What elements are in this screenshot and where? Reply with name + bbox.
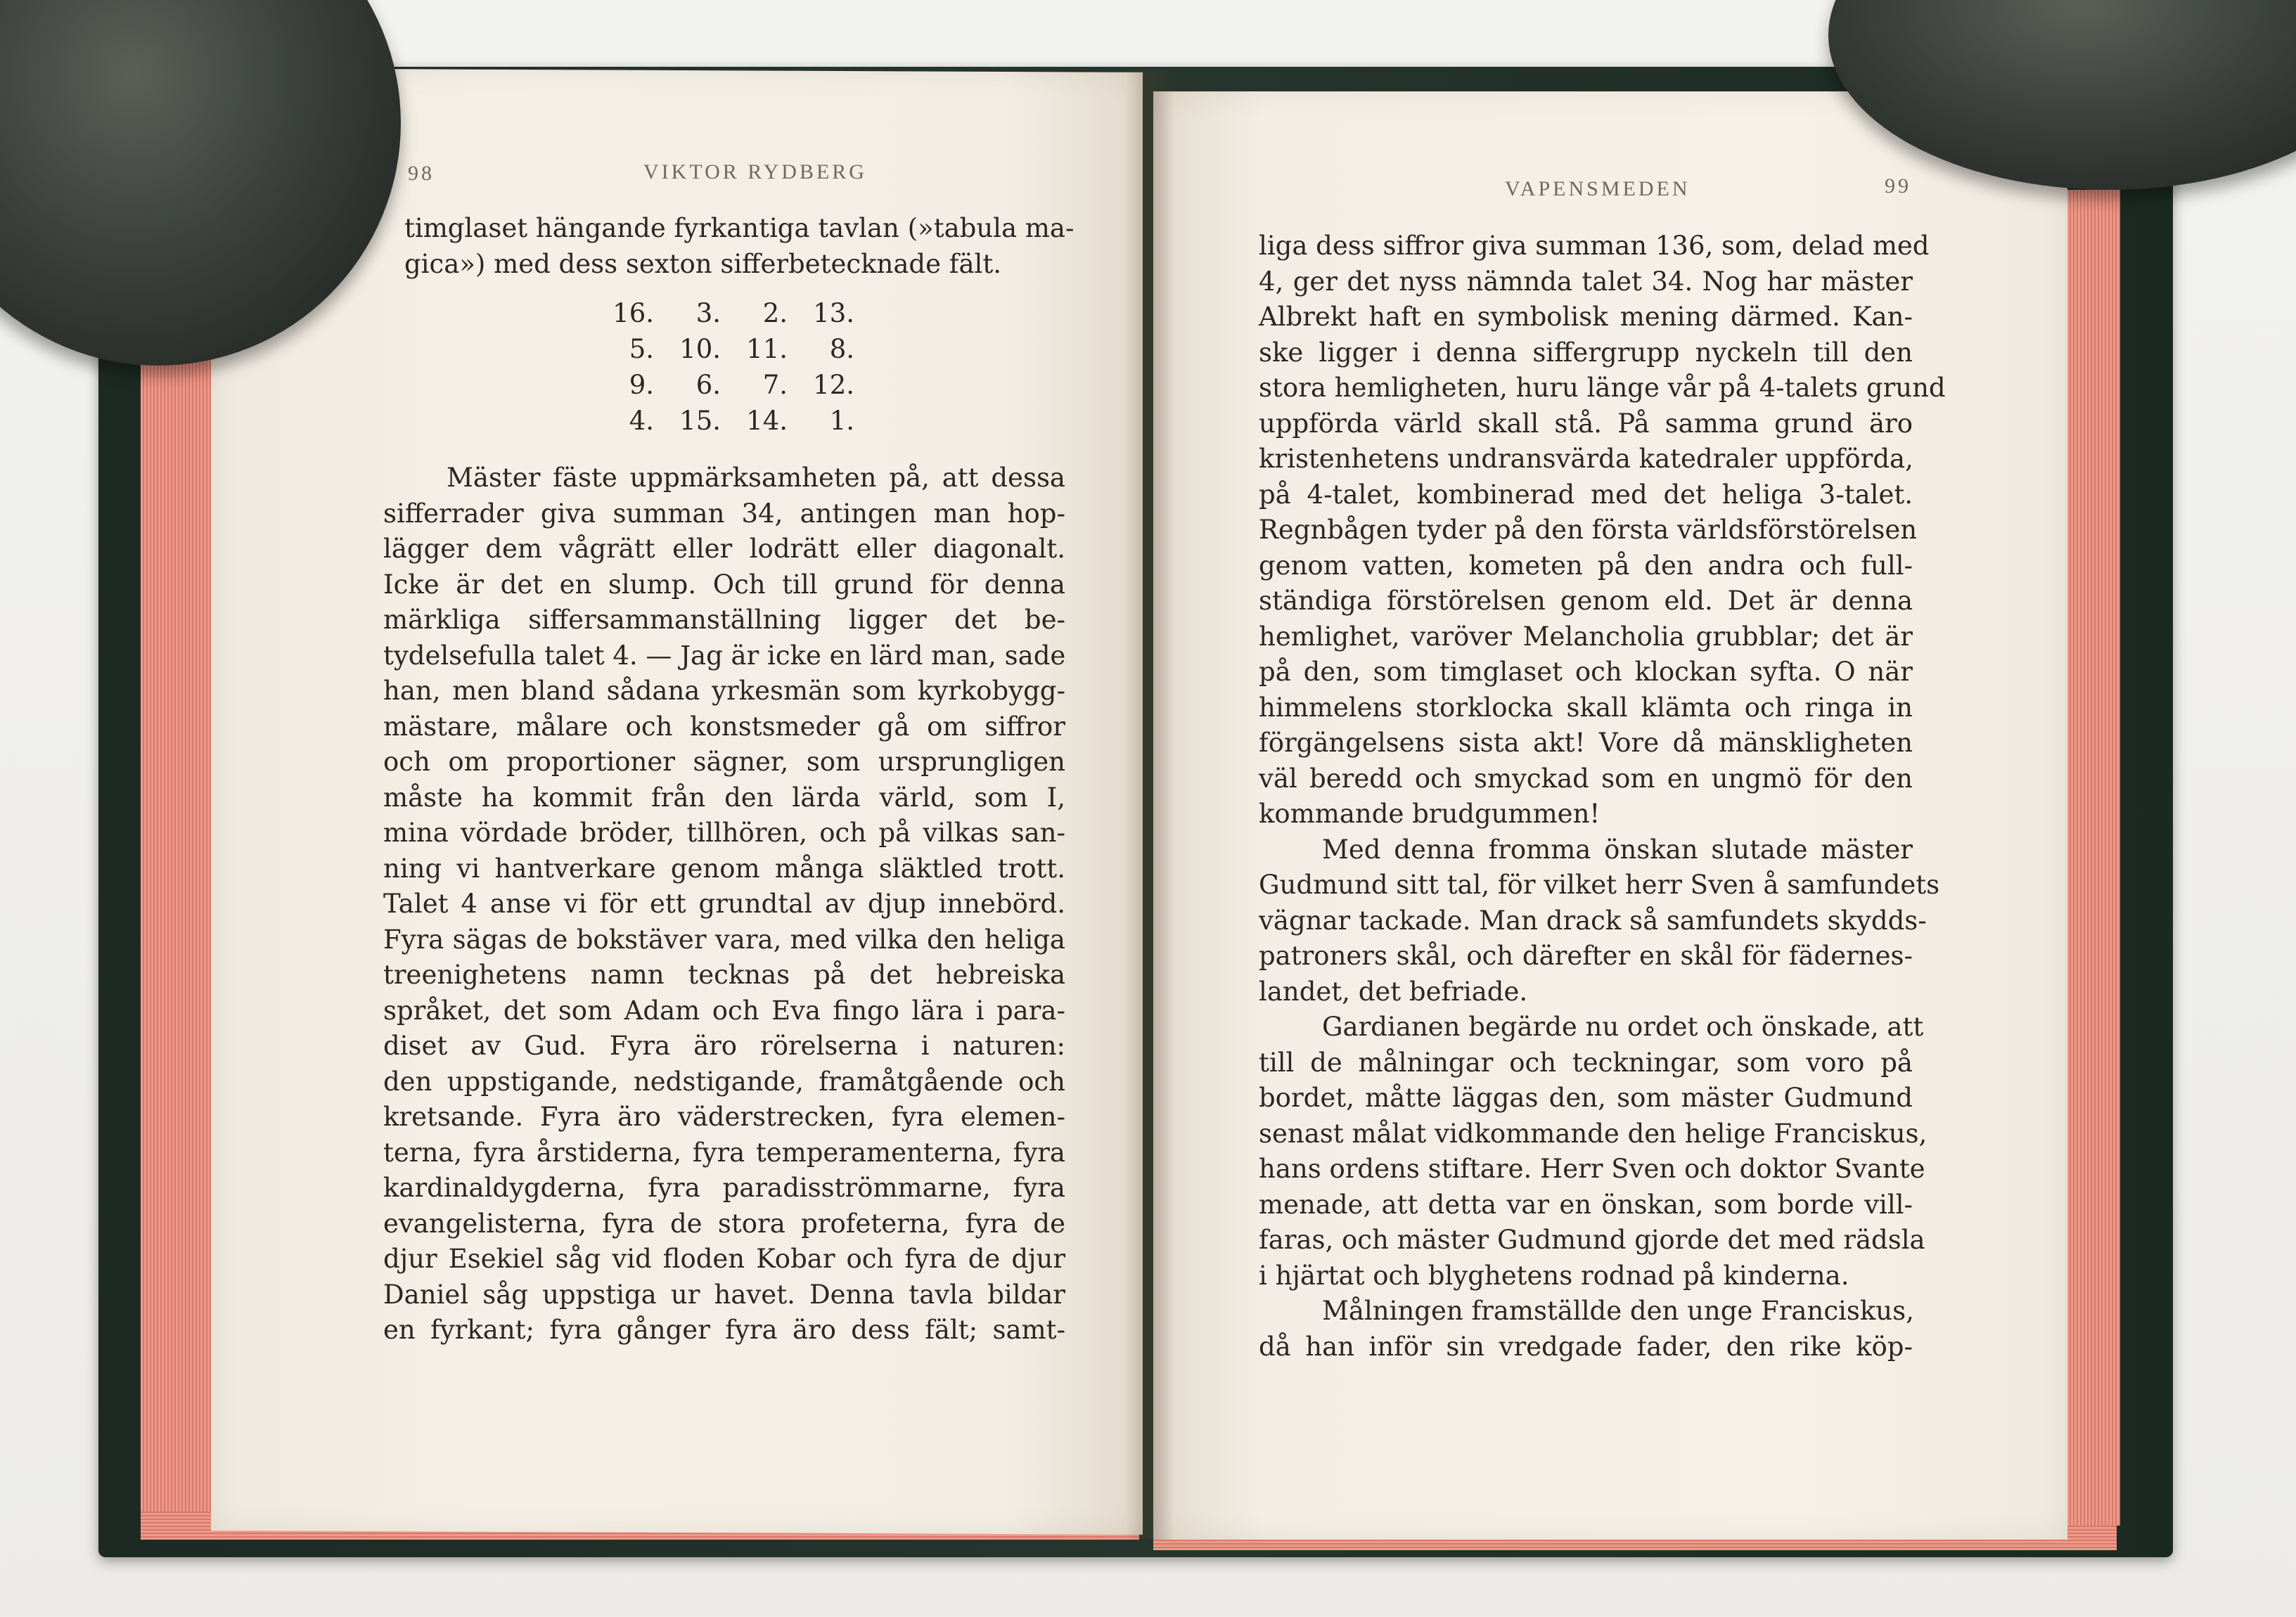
magic-square-cell: 3. xyxy=(695,298,721,328)
right-body-text xyxy=(1259,228,1946,1365)
right-running-head: VAPENSMEDEN xyxy=(1505,177,1691,200)
text-line: treenighetens namn tecknas på det hebreiska xyxy=(383,960,1065,990)
text-line: förgängelsens sista akt! Vore då mänskligheten xyxy=(1259,728,1913,758)
text-line: diset av Gud. Fyra äro rörelserna i naturen: xyxy=(383,1031,1065,1061)
text-line: en fyrkant; fyra gånger fyra äro dess fält; samt- xyxy=(383,1315,1065,1345)
text-line: faras, och mäster Gudmund gjorde det med rädsla xyxy=(1259,1225,1925,1255)
text-line: kardinaldygderna, fyra paradisströmmarne, fyra xyxy=(383,1173,1065,1203)
text-line: Daniel såg uppstiga ur havet. Denna tavla bildar xyxy=(383,1279,1065,1310)
text-line: bordet, måtte läggas den, som mäster Gudmund xyxy=(1259,1083,1913,1113)
text-line: väl beredd och smyckad som en ungmö för den xyxy=(1259,763,1913,794)
magic-square-cell: 2. xyxy=(762,298,788,328)
magic-square-cell: 5. xyxy=(629,334,654,364)
magic-square-cell: 8. xyxy=(829,334,854,364)
text-line: Icke är det en slump. Och till grund för denna xyxy=(383,569,1065,600)
magic-square-cell: 6. xyxy=(695,370,721,400)
text-line: måste ha kommit från den lärda värld, som I, xyxy=(383,782,1065,813)
magic-square-row xyxy=(587,367,854,403)
text-line: mästare, målare och konstsmeder gå om siffror xyxy=(383,711,1065,742)
text-line: timglaset hängande fyrkantiga tavlan (»tabula ma- xyxy=(404,213,1075,243)
book-gutter xyxy=(1125,70,1174,1540)
text-line: han, men bland sådana yrkesmän som kyrkobygg- xyxy=(383,676,1065,706)
left-body-text xyxy=(383,460,1065,1348)
text-line: vägnar tackade. Man drack så samfundets skydds- xyxy=(1259,905,1927,936)
magic-square-cell: 15. xyxy=(679,406,721,436)
text-line: senast målat vidkommande den helige Franciskus, xyxy=(1259,1118,1928,1149)
text-line: 4, ger det nyss nämnda talet 34. Nog har mäster xyxy=(1259,266,1913,297)
magic-square-cell: 11. xyxy=(746,334,788,364)
text-line: Albrekt haft en symbolisk mening därmed. Kan- xyxy=(1259,302,1913,332)
text-line: märkliga siffersammanställning ligger det be- xyxy=(383,605,1065,635)
text-line: till de målningar och teckningar, som voro på xyxy=(1259,1047,1913,1078)
magic-square-cell: 4. xyxy=(629,406,654,436)
magic-square-cell: 10. xyxy=(679,334,721,364)
text-line: på den, som timglaset och klockan syfta. O när xyxy=(1259,657,1913,687)
left-running-head: VIKTOR RYDBERG xyxy=(643,160,867,183)
text-line: sifferrader giva summan 34, antingen man hop- xyxy=(383,498,1065,529)
magic-square-cell: 1. xyxy=(829,406,854,436)
text-line: Talet 4 anse vi för ett grundtal av djup innebörd. xyxy=(383,889,1065,919)
text-line: Gudmund sitt tal, för vilket herr Sven å samfundets xyxy=(1259,870,1940,900)
text-line: patroners skål, och därefter en skål för fädernes- xyxy=(1259,941,1913,971)
text-line: Med denna fromma önskan slutade mäster xyxy=(1322,834,1913,865)
text-line: terna, fyra årstiderna, fyra temperamenterna, fyra xyxy=(383,1137,1065,1168)
magic-square-cell: 9. xyxy=(629,370,654,400)
text-line: kommande brudgummen! xyxy=(1259,799,1601,829)
text-line: menade, att detta var en önskan, som borde vill- xyxy=(1259,1189,1913,1220)
text-line: tydelsefulla talet 4. — Jag är icke en lärd man, sade xyxy=(383,640,1066,671)
text-line: Gardianen begärde nu ordet och önskade, att xyxy=(1322,1012,1924,1042)
text-line: ning vi hantverkare genom många släktled trott. xyxy=(383,853,1065,884)
left-page-edges xyxy=(141,330,218,1526)
text-line: djur Esekiel såg vid floden Kobar och fyra de djur xyxy=(383,1244,1065,1274)
text-line: Regnbågen tyder på den första världsförstörelsen xyxy=(1259,515,1918,545)
text-line: i hjärtat och blyghetens rodnad på kinderna. xyxy=(1259,1260,1849,1291)
text-line: himmelens storklocka skall klämta och ringa in xyxy=(1259,692,1913,723)
magic-square-row xyxy=(587,403,854,439)
text-line: hemlighet, varöver Melancholia grubblar; det är xyxy=(1259,621,1913,652)
text-line: och om proportioner sägner, som ursprungligen xyxy=(383,747,1065,777)
text-line: ske ligger i denna siffergrupp nyckeln till den xyxy=(1259,337,1913,368)
text-line: den uppstigande, nedstigande, framåtgående och xyxy=(383,1066,1065,1097)
text-line: mina vördade bröder, tillhören, och på vilkas san- xyxy=(383,818,1065,848)
magic-square-row xyxy=(587,295,854,331)
text-line: evangelisterna, fyra de stora profeterna, fyra de xyxy=(383,1208,1065,1239)
right-page-number: 99 xyxy=(1885,174,1911,198)
text-line: då han inför sin vredgade fader, den rike köp- xyxy=(1259,1331,1913,1362)
left-intro xyxy=(404,211,1075,282)
text-line: genom vatten, kometen på den andra och full- xyxy=(1259,550,1913,581)
text-line: lägger dem vågrätt eller lodrätt eller diagonalt. xyxy=(383,534,1065,564)
magic-square-cell: 16. xyxy=(613,298,654,328)
magic-square-cell: 7. xyxy=(762,370,788,400)
magic-square-cell: 13. xyxy=(813,298,854,328)
magic-square-cell: 14. xyxy=(746,406,788,436)
text-line: kretsande. Fyra äro väderstrecken, fyra elemen- xyxy=(383,1102,1065,1132)
magic-square-cell: 12. xyxy=(813,370,854,400)
text-line: landet, det befriade. xyxy=(1259,976,1528,1007)
magic-square-row xyxy=(587,331,854,367)
text-line: Mäster fäste uppmärksamheten på, att dessa xyxy=(447,463,1065,493)
magic-square xyxy=(587,295,854,439)
text-line: liga dess siffror giva summan 136, som, delad med xyxy=(1259,231,1930,261)
left-page-number: 98 xyxy=(408,162,435,185)
text-line: uppförda värld skall stå. På samma grund äro xyxy=(1259,408,1913,439)
text-line: gica») med dess sexton sifferbetecknade fält. xyxy=(404,248,1001,279)
text-line: Målningen framställde den unge Franciskus, xyxy=(1322,1296,1914,1326)
text-line: stora hemligheten, huru länge vår på 4-talets grund xyxy=(1259,373,1946,403)
text-line: hans ordens stiftare. Herr Sven och doktor Svante xyxy=(1259,1154,1925,1184)
text-line: kristenhetens undransvärda katedraler uppförda, xyxy=(1259,444,1913,474)
text-line: språket, det som Adam och Eva fingo lära i para- xyxy=(383,995,1065,1026)
text-line: på 4-talet, kombinerad med det heliga 3-talet. xyxy=(1259,479,1913,510)
text-line: ständiga förstörelsen genom eld. Det är denna xyxy=(1259,586,1913,616)
text-line: Fyra sägas de bokstäver vara, med vilka den heliga xyxy=(383,924,1065,955)
